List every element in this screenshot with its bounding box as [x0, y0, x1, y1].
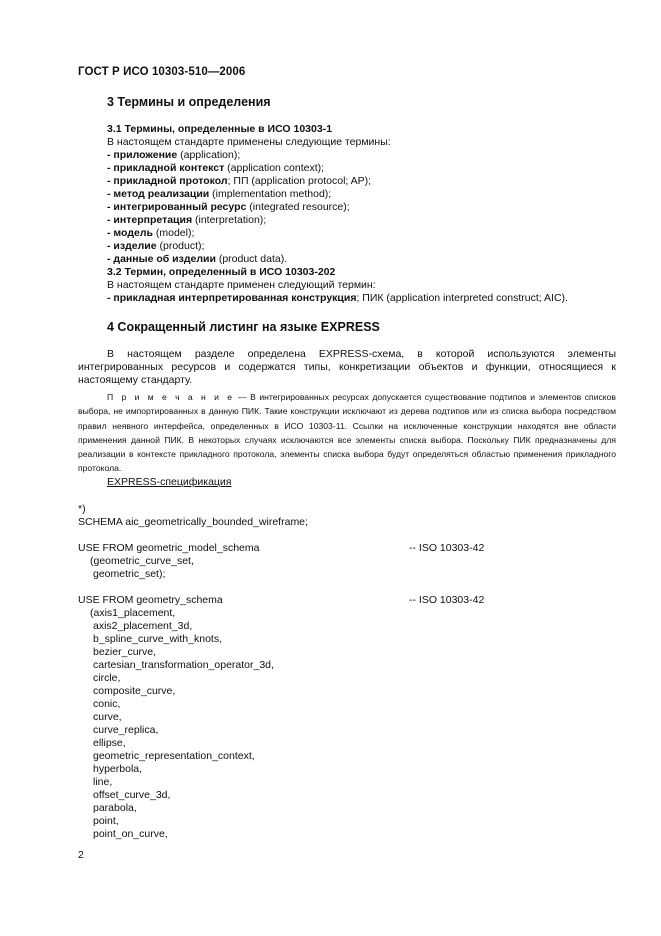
code-line: hyperbola, — [93, 763, 143, 775]
code-line: b_spline_curve_with_knots, — [93, 633, 222, 645]
express-spec-heading: EXPRESS-спецификация — [107, 476, 232, 488]
code-line: ellipse, — [93, 737, 126, 749]
code-line: point_on_curve, — [93, 828, 168, 840]
code-line: parabola, — [93, 802, 137, 814]
schema-declaration: SCHEMA aic_geometrically_bounded_wireframe; — [78, 516, 308, 528]
term-item: - интегрированный ресурс (integrated resource); — [107, 201, 350, 213]
section-3-title: 3 Термины и определения — [107, 95, 271, 109]
document-header: ГОСТ Р ИСО 10303-510—2006 — [78, 66, 246, 78]
code-line: point, — [93, 815, 119, 827]
iso-reference-comment: -- ISO 10303-42 — [409, 542, 485, 554]
code-line: curve, — [93, 711, 122, 723]
code-line: geometric_set); — [93, 568, 166, 580]
term-item: - модель (model); — [107, 227, 195, 239]
use-from-statement: USE FROM geometric_model_schema — [78, 542, 260, 554]
term-item: - данные об изделии (product data). — [107, 253, 288, 265]
code-line: (axis1_placement, — [90, 607, 176, 619]
term-item: - приложение (application); — [107, 149, 241, 161]
code-line: cartesian_transformation_operator_3d, — [93, 659, 274, 671]
note-text: — В интегрированных ресурсах допускается существование подтипов и элементов списков выбора, не импортированных в данную ПИК. Такие конструкции исключают из дерева подтипов или из списка выбора посредством правил неявного интерфейса, определенных в ИСО 10303-11. Ссылки на исключенные конструкции находятся вне области применения данной ПИК. В некоторых случаях исключаются все элементы списка выбора. Поскольку ПИК предназначены для реализации в контексте прикладного протокола, элементы списка выбора будут определяться областью применения прикладного протокола. — [78, 392, 616, 474]
term-item: - прикладной контекст (application context); — [107, 162, 325, 174]
code-line: (geometric_curve_set, — [90, 555, 194, 567]
code-line: bezier_curve, — [93, 646, 157, 658]
code-line: line, — [93, 776, 113, 788]
code-line: geometric_representation_context, — [93, 750, 255, 762]
code-line: axis2_placement_3d, — [93, 620, 193, 632]
code-line: conic, — [93, 698, 121, 710]
code-line: circle, — [93, 672, 121, 684]
subsection-3-1-title: 3.1 Термины, определенные в ИСО 10303-1 — [107, 123, 333, 135]
code-line: offset_curve_3d, — [93, 789, 171, 801]
note-paragraph — [78, 390, 616, 476]
section-4-title: 4 Сокращенный листинг на языке EXPRESS — [107, 320, 380, 334]
code-line: curve_replica, — [93, 724, 159, 736]
code-comment-close: *) — [78, 503, 86, 515]
section-4-paragraph: В настоящем разделе определена EXPRESS-схема, в которой используются элементы интегрированных ресурсов и содержатся типы, конкретизации объектов и функции, относящиеся к настоящему стандарту. — [78, 348, 616, 386]
term-item: - прикладной протокол; ПП (application protocol; AP); — [107, 175, 372, 187]
term-item: - прикладная интерпретированная конструкция; ПИК (application interpreted construct; AIC). — [107, 292, 568, 304]
code-line: composite_curve, — [93, 685, 176, 697]
iso-reference-comment: -- ISO 10303-42 — [409, 594, 485, 606]
use-from-statement: USE FROM geometry_schema — [78, 594, 223, 606]
subsection-3-1-intro: В настоящем стандарте применены следующие термины: — [107, 136, 391, 148]
note-label: П р и м е ч а н и е — [107, 392, 235, 402]
subsection-3-2-intro: В настоящем стандарте применен следующий термин: — [107, 279, 376, 291]
page-number: 2 — [78, 849, 84, 861]
term-item: - метод реализации (implementation method); — [107, 188, 332, 200]
subsection-3-2-title: 3.2 Термин, определенный в ИСО 10303-202 — [107, 266, 336, 278]
term-item: - изделие (product); — [107, 240, 205, 252]
term-item: - интерпретация (interpretation); — [107, 214, 267, 226]
